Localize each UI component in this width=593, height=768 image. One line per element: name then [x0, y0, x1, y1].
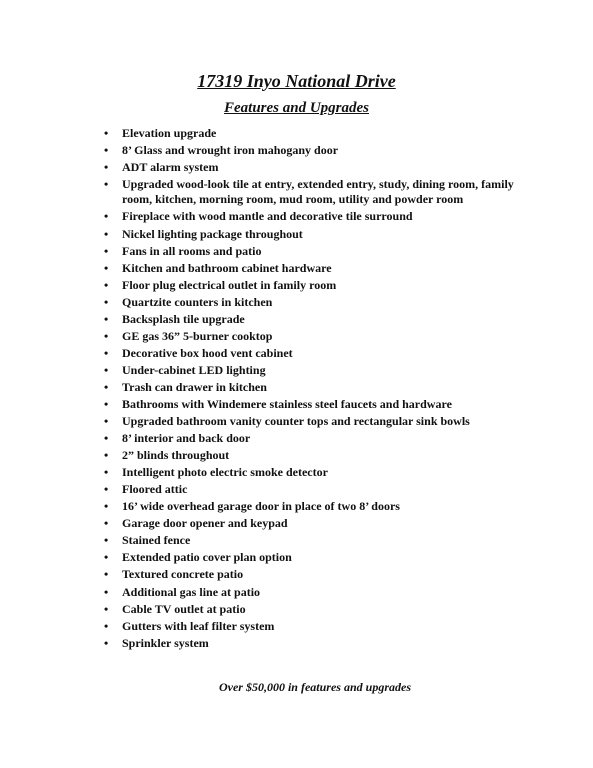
feature-item — [104, 585, 514, 600]
feature-text: Gutters with leaf filter system — [122, 618, 275, 633]
document-title: 17319 Inyo National Drive — [197, 71, 396, 91]
feature-text: Garage door opener and keypad — [122, 516, 288, 531]
bullet-icon: • — [104, 550, 109, 565]
bullet-icon: • — [104, 209, 109, 224]
feature-item — [104, 143, 514, 158]
feature-item — [104, 602, 514, 617]
feature-text: 8’ interior and back door — [122, 431, 251, 446]
feature-text: Additional gas line at patio — [122, 584, 261, 599]
bullet-icon: • — [104, 345, 109, 360]
feature-item — [104, 261, 514, 276]
feature-item — [104, 126, 514, 141]
feature-text: 8’ Glass and wrought iron mahogany door — [122, 143, 339, 158]
feature-text: Nickel lighting package throughout — [122, 226, 303, 241]
bullet-icon: • — [104, 516, 109, 531]
feature-text: Cable TV outlet at patio — [122, 601, 246, 616]
bullet-icon: • — [104, 635, 109, 650]
feature-text: Quartzite counters in kitchen — [122, 294, 273, 309]
bullet-icon: • — [104, 499, 109, 514]
feature-text: Upgraded wood-look tile at entry, extended entry, study, dining room, family room, kitchen, morning room, mud room, utility and powder room — [122, 177, 514, 207]
feature-item — [104, 482, 514, 497]
feature-item — [104, 516, 514, 531]
bullet-icon: • — [104, 414, 109, 429]
bullet-icon: • — [104, 126, 109, 140]
feature-text: Kitchen and bathroom cabinet hardware — [122, 260, 332, 275]
feature-item — [104, 346, 514, 361]
bullet-icon: • — [104, 482, 109, 497]
feature-text: ADT alarm system — [122, 160, 219, 175]
bullet-icon: • — [104, 601, 109, 616]
document-subtitle: Features and Upgrades — [223, 100, 369, 116]
feature-item — [104, 209, 514, 224]
feature-text: Bathrooms with Windemere stainless steel faucets and hardware — [122, 397, 452, 411]
bullet-icon: • — [104, 533, 109, 548]
feature-item — [104, 227, 514, 242]
feature-text: Backsplash tile upgrade — [122, 311, 245, 326]
feature-item — [104, 431, 514, 446]
feature-text: Extended patio cover plan option — [122, 550, 292, 565]
feature-text: Intelligent photo electric smoke detector — [122, 465, 328, 480]
feature-text: 16’ wide overhead garage door in place of two 8’ doors — [122, 499, 400, 514]
feature-text: Fans in all rooms and patio — [122, 243, 262, 258]
document-footer: Over $50,000 in features and upgrades — [218, 680, 411, 694]
bullet-icon: • — [104, 567, 109, 582]
feature-item — [104, 499, 514, 514]
feature-item — [104, 448, 514, 463]
bullet-icon: • — [104, 143, 109, 158]
feature-text: 2” blinds throughout — [122, 448, 230, 463]
bullet-icon: • — [104, 362, 109, 377]
feature-text: Upgraded bathroom vanity counter tops and rectangular sink bowls — [122, 414, 470, 429]
feature-item — [104, 380, 514, 395]
feature-item — [104, 312, 514, 327]
bullet-icon: • — [104, 379, 109, 394]
bullet-icon: • — [104, 584, 109, 599]
bullet-icon: • — [104, 160, 109, 175]
feature-item — [104, 363, 514, 378]
feature-item — [104, 567, 514, 582]
bullet-icon: • — [104, 277, 109, 292]
feature-text: Decorative box hood vent cabinet — [122, 345, 293, 360]
feature-item — [104, 465, 514, 480]
bullet-icon: • — [104, 177, 109, 192]
feature-text: Sprinkler system — [122, 635, 209, 650]
feature-item — [104, 533, 514, 548]
feature-item — [104, 619, 514, 634]
feature-text: Stained fence — [122, 533, 191, 548]
feature-item — [104, 244, 514, 259]
bullet-icon: • — [104, 243, 109, 258]
feature-item — [104, 278, 514, 293]
feature-item — [104, 414, 514, 429]
feature-text: Under-cabinet LED lighting — [122, 362, 266, 377]
bullet-icon: • — [104, 448, 109, 463]
feature-text: Floored attic — [122, 482, 188, 497]
feature-text: Trash can drawer in kitchen — [122, 379, 267, 394]
bullet-icon: • — [104, 465, 109, 480]
bullet-icon: • — [104, 328, 109, 343]
feature-text: Fireplace with wood mantle and decorative tile surround — [122, 209, 413, 224]
bullet-icon: • — [104, 294, 109, 309]
feature-item — [104, 295, 514, 310]
bullet-icon: • — [104, 311, 109, 326]
feature-text: Elevation upgrade — [122, 126, 217, 140]
feature-item — [104, 397, 514, 412]
feature-text: Floor plug electrical outlet in family room — [122, 277, 337, 292]
feature-item — [104, 550, 514, 565]
bullet-icon: • — [104, 397, 109, 411]
feature-item — [104, 636, 514, 651]
bullet-icon: • — [104, 431, 109, 446]
bullet-icon: • — [104, 618, 109, 633]
bullet-icon: • — [104, 260, 109, 275]
feature-item — [104, 160, 514, 175]
bullet-icon: • — [104, 226, 109, 241]
feature-text: Textured concrete patio — [122, 567, 244, 582]
feature-text: GE gas 36” 5-burner cooktop — [122, 328, 273, 343]
feature-list — [104, 126, 514, 653]
feature-item — [104, 329, 514, 344]
feature-item — [104, 177, 514, 208]
